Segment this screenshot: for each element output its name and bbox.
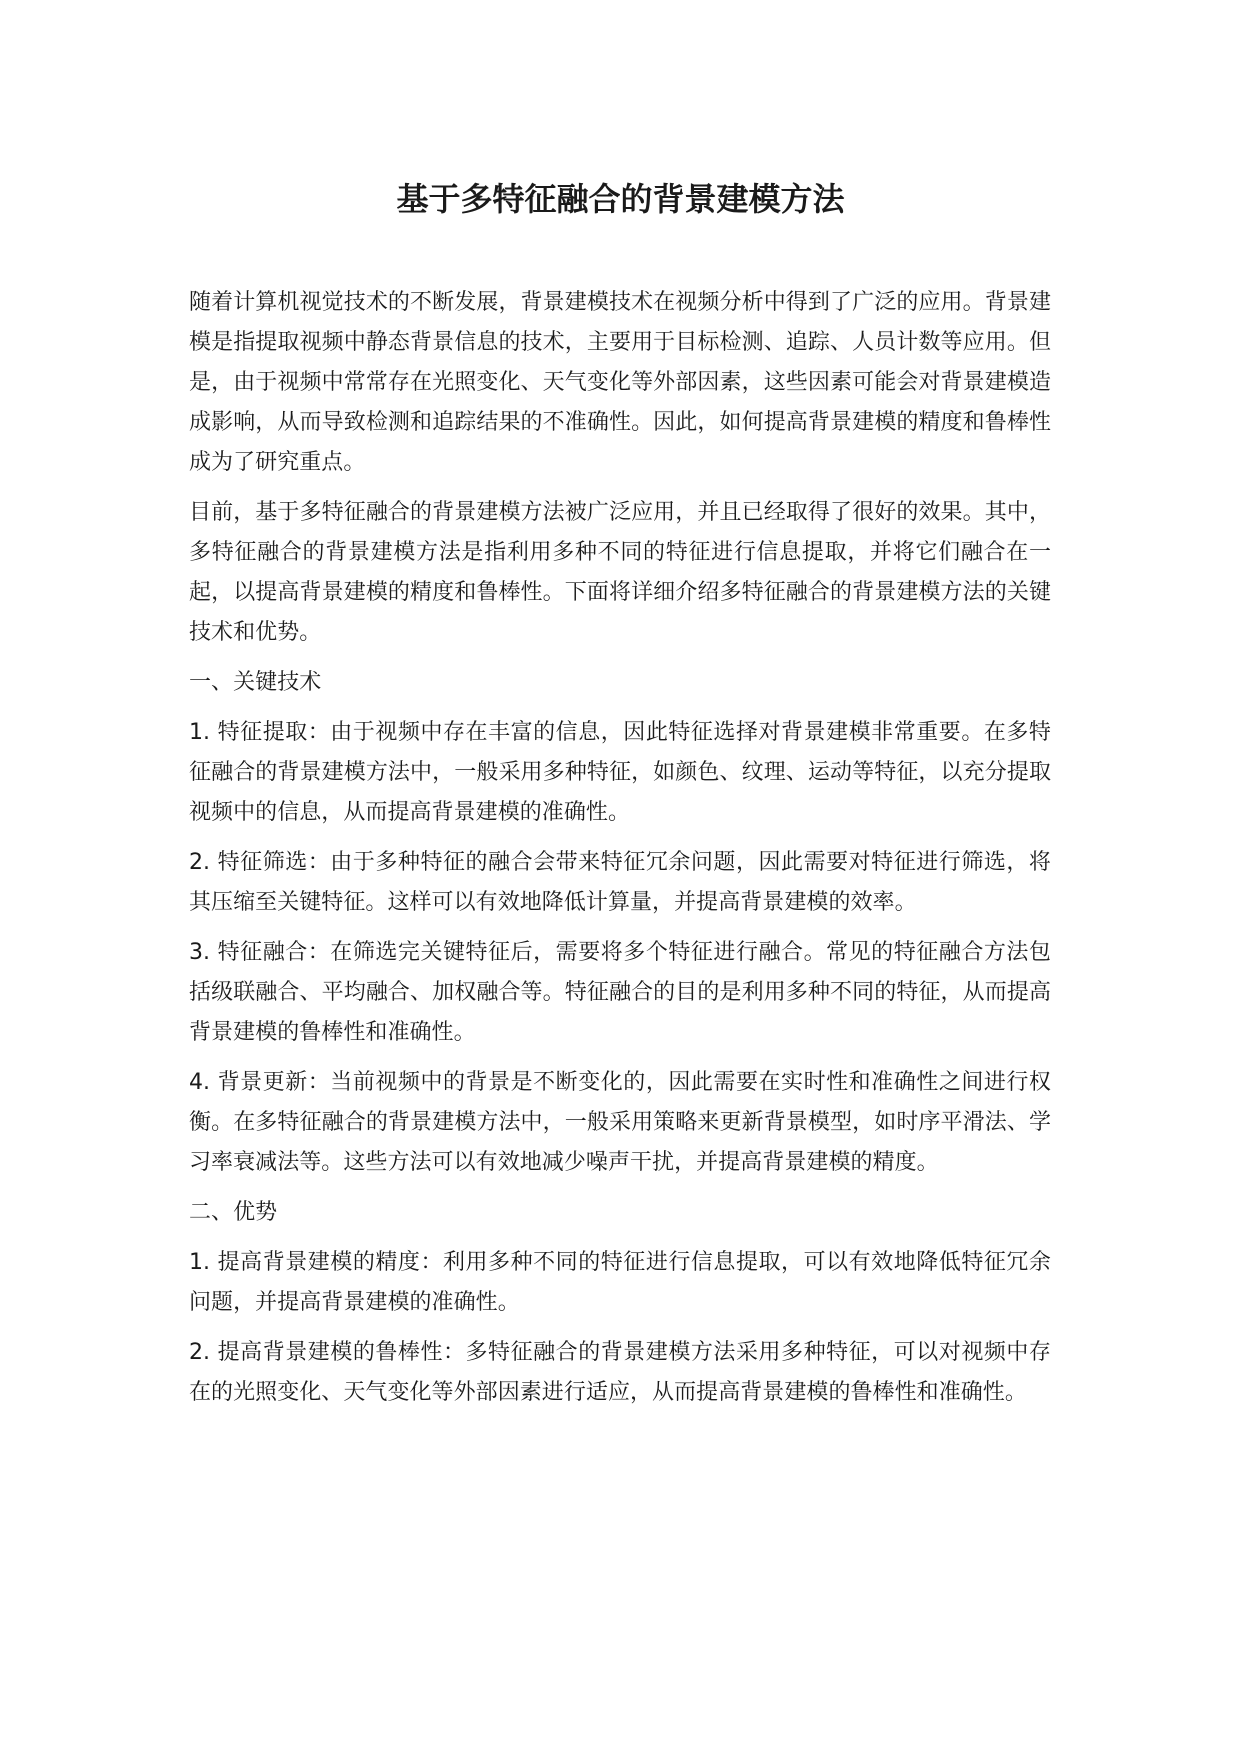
list-item-feature-extraction: 1. 特征提取：由于视频中存在丰富的信息，因此特征选择对背景建模非常重要。在多特征融合的背景建模方法中，一般采用多种特征，如颜色、纹理、运动等特征，以充分提取视频中的信息，从而提高背景建模的准确性。	[189, 720, 1051, 825]
document-title: 基于多特征融合的背景建模方法	[396, 180, 845, 218]
list-item-feature-fusion: 3. 特征融合：在筛选完关键特征后，需要将多个特征进行融合。常见的特征融合方法包括级联融合、平均融合、加权融合等。特征融合的目的是利用多种不同的特征，从而提高背景建模的鲁棒性和准确性。	[189, 940, 1051, 1045]
overview-paragraph: 目前，基于多特征融合的背景建模方法被广泛应用，并且已经取得了很好的效果。其中，多特征融合的背景建模方法是指利用多种不同的特征进行信息提取，并将它们融合在一起，以提高背景建模的精度和鲁棒性。下面将详细介绍多特征融合的背景建模方法的关键技术和优势。	[189, 500, 1051, 645]
list-item-background-update: 4. 背景更新：当前视频中的背景是不断变化的，因此需要在实时性和准确性之间进行权衡。在多特征融合的背景建模方法中，一般采用策略来更新背景模型，如时序平滑法、学习率衰减法等。这些方法可以有效地减少噪声干扰，并提高背景建模的精度。	[189, 1070, 1051, 1175]
list-item-robustness: 2. 提高背景建模的鲁棒性：多特征融合的背景建模方法采用多种特征，可以对视频中存在的光照变化、天气变化等外部因素进行适应，从而提高背景建模的鲁棒性和准确性。	[189, 1340, 1051, 1405]
list-item-accuracy: 1. 提高背景建模的精度：利用多种不同的特征进行信息提取，可以有效地降低特征冗余问题，并提高背景建模的准确性。	[189, 1250, 1051, 1315]
document-body	[189, 283, 1051, 1423]
section-heading-advantages: 二、优势	[189, 1200, 278, 1225]
list-item-feature-selection: 2. 特征筛选：由于多种特征的融合会带来特征冗余问题，因此需要对特征进行筛选，将其压缩至关键特征。这样可以有效地降低计算量，并提高背景建模的效率。	[189, 850, 1051, 915]
section-heading-key-techniques: 一、关键技术	[189, 670, 322, 695]
intro-paragraph: 随着计算机视觉技术的不断发展，背景建模技术在视频分析中得到了广泛的应用。背景建模是指提取视频中静态背景信息的技术，主要用于目标检测、追踪、人员计数等应用。但是，由于视频中常常存在光照变化、天气变化等外部因素，这些因素可能会对背景建模造成影响，从而导致检测和追踪结果的不准确性。因此，如何提高背景建模的精度和鲁棒性成为了研究重点。	[189, 290, 1051, 475]
